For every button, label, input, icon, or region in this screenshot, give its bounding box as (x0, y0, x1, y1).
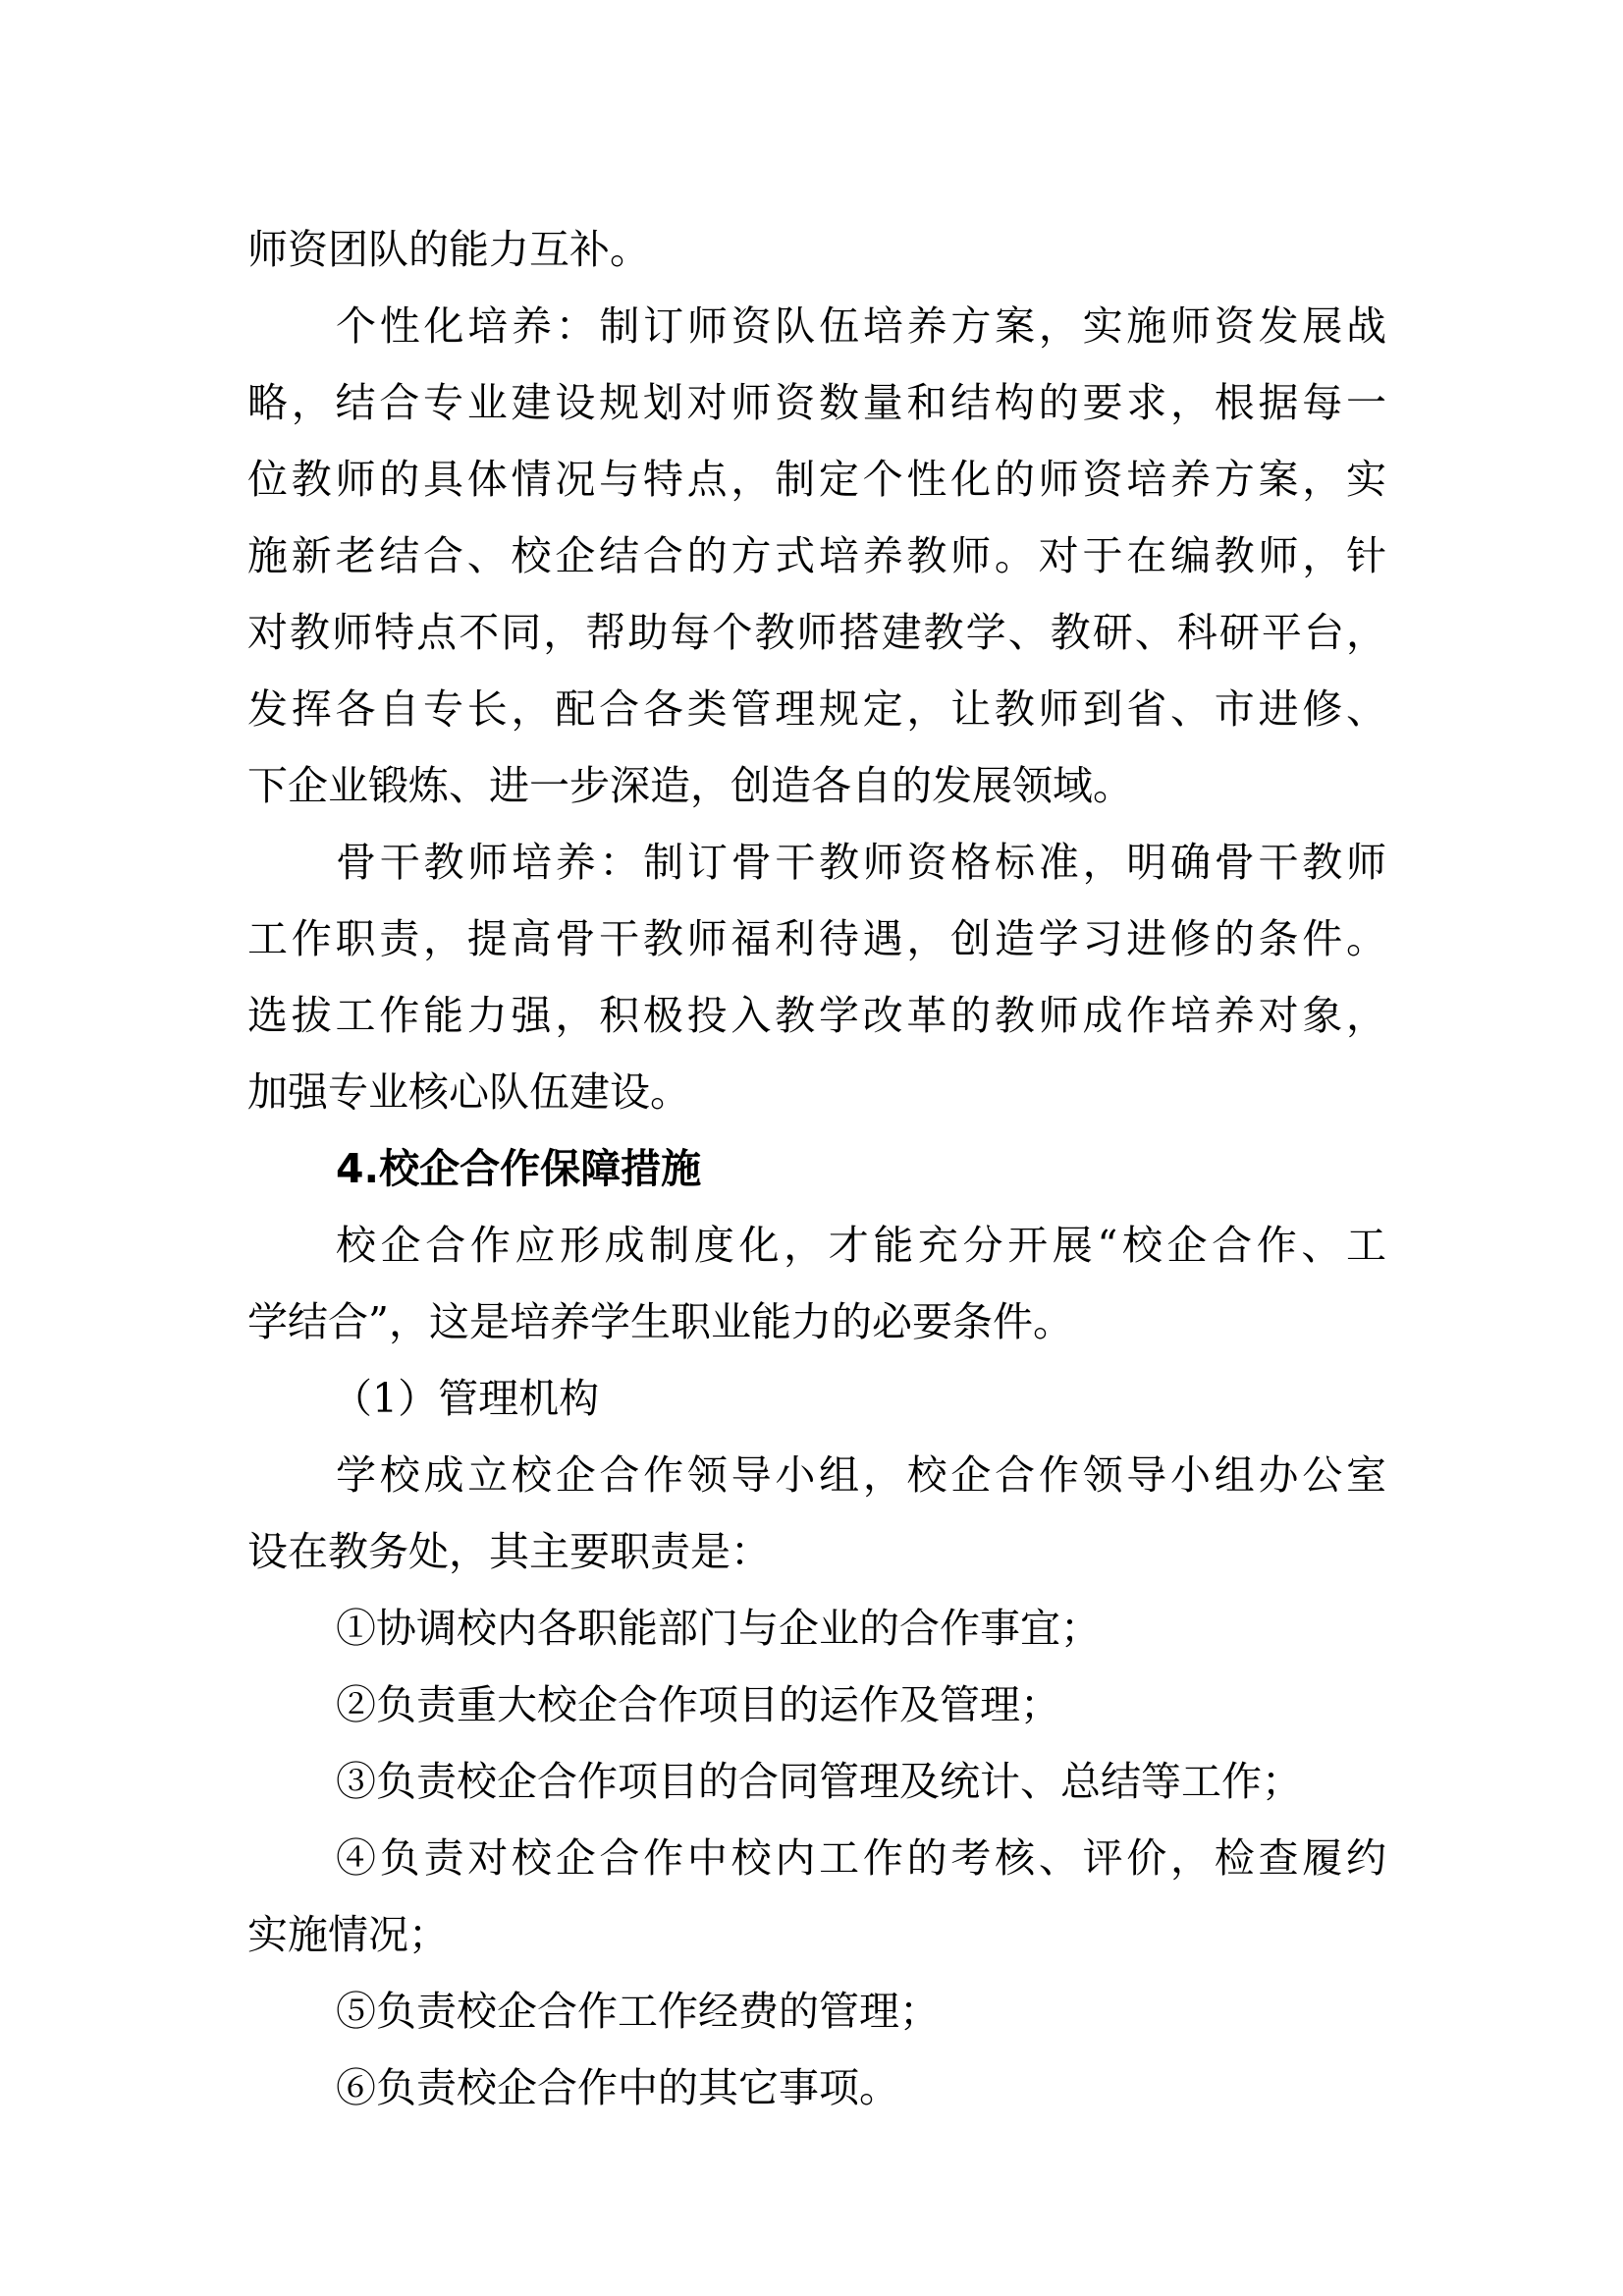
paragraph-line: 位教师的具体情况与特点，制定个性化的师资培养方案，实 (247, 456, 1386, 503)
list-item: ①协调校内各职能部门与企业的合作事宜； (336, 1605, 1101, 1652)
paragraph-line: 对教师特点不同，帮助每个教师搭建教学、教研、科研平台， (247, 609, 1386, 656)
list-item: ⑤负责校企合作工作经费的管理； (336, 1988, 940, 2035)
list-item: ③负责校企合作项目的合同管理及统计、总结等工作； (336, 1758, 1302, 1805)
section-heading: 4.校企合作保障措施 (336, 1145, 702, 1192)
paragraph-line: 下企业锻炼、进一步深造，创造各自的发展领域。 (247, 762, 1133, 809)
paragraph-line: 工作职责，提高骨干教师福利待遇，创造学习进修的条件。 (247, 915, 1386, 962)
paragraph-line: 学结合”，这是培养学生职业能力的必要条件。 (247, 1298, 1073, 1345)
list-item: ④负责对校企合作中校内工作的考核、评价，检查履约 (336, 1834, 1386, 1882)
paragraph-line: 施新老结合、校企结合的方式培养教师。对于在编教师，针 (247, 532, 1386, 579)
paragraph-line: 设在教务处，其主要职责是： (247, 1528, 771, 1575)
list-item-continuation: 实施情况； (247, 1911, 449, 1958)
paragraph-line: 学校成立校企合作领导小组，校企合作领导小组办公室 (336, 1451, 1386, 1499)
paragraph-line: 骨干教师培养：制订骨干教师资格标准，明确骨干教师 (336, 839, 1386, 886)
paragraph-line: 略，结合专业建设规划对师资数量和结构的要求，根据每一 (247, 379, 1386, 426)
text-line: 师资团队的能力互补。 (247, 226, 650, 273)
paragraph-line: 选拔工作能力强，积极投入教学改革的教师成作培养对象， (247, 992, 1386, 1039)
subsection-heading: （1）管理机构 (332, 1375, 600, 1422)
list-item: ⑥负责校企合作中的其它事项。 (336, 2064, 899, 2111)
paragraph-line: 个性化培养：制订师资队伍培养方案，实施师资发展战 (336, 302, 1386, 350)
document-page (247, 211, 1386, 2126)
list-item: ②负责重大校企合作项目的运作及管理； (336, 1681, 1060, 1728)
paragraph-line: 加强专业核心队伍建设。 (247, 1068, 690, 1116)
paragraph-line: 发挥各自专长，配合各类管理规定，让教师到省、市进修、 (247, 685, 1386, 733)
paragraph-line: 校企合作应形成制度化，才能充分开展“校企合作、工 (336, 1222, 1386, 1269)
